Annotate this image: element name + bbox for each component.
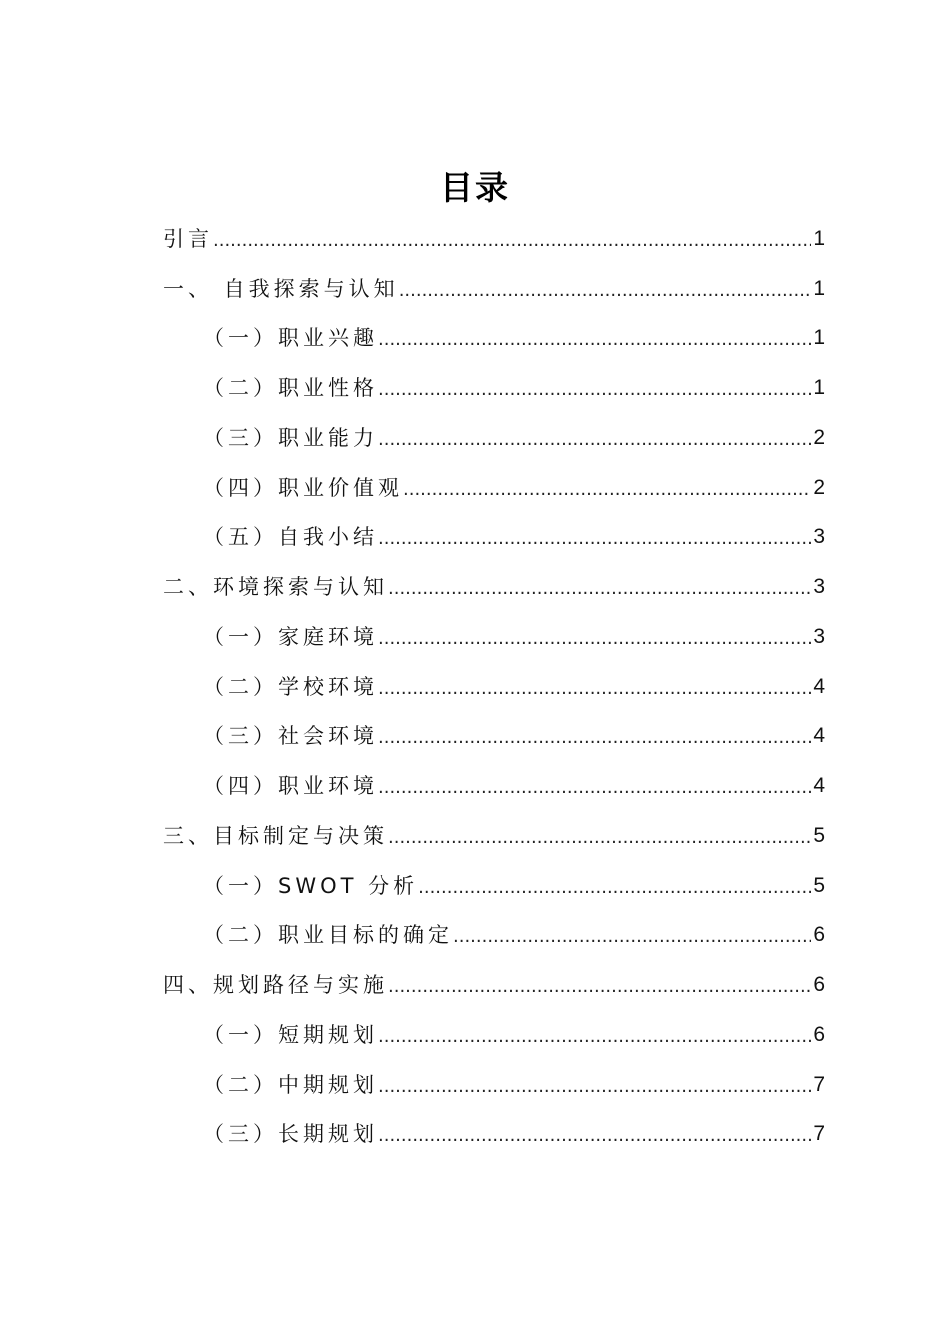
toc-entry-label: （三）职业能力 (203, 425, 378, 450)
toc-entry[interactable] (163, 264, 825, 314)
toc-page-number: 1 (813, 326, 825, 350)
toc-dot-leader (213, 227, 811, 255)
toc-entry-label: （一）SWOT 分析 (203, 873, 419, 898)
toc-entry-label: （五）自我小结 (203, 525, 378, 550)
toc-dot-leader (418, 874, 811, 902)
toc-page-number: 6 (813, 973, 825, 997)
toc-dot-leader (403, 476, 811, 504)
toc-dot-leader (378, 774, 811, 802)
toc-dot-leader (388, 973, 811, 1001)
toc-dot-leader (378, 625, 811, 653)
toc-page-number: 4 (813, 674, 825, 698)
toc-entry-label: （一）短期规划 (203, 1022, 378, 1047)
toc-entry-label: 二、环境探索与认知 (163, 575, 388, 600)
toc-entry[interactable] (163, 1060, 825, 1110)
toc-entry[interactable] (163, 712, 825, 762)
toc-page-number: 6 (813, 1022, 825, 1046)
toc-entry[interactable] (163, 960, 825, 1010)
toc-page-number: 2 (813, 475, 825, 499)
toc-entry-label: （三）社会环境 (203, 724, 378, 749)
toc-entry[interactable] (163, 513, 825, 563)
toc-dot-leader (378, 376, 811, 404)
toc-dot-leader (399, 277, 811, 305)
toc-entry-label: （二）职业目标的确定 (203, 923, 453, 948)
toc-entry-label: （二）职业性格 (203, 376, 378, 401)
toc-entry[interactable] (163, 662, 825, 712)
toc-page-number: 1 (813, 226, 825, 250)
toc-entry-label: （二）学校环境 (203, 674, 378, 699)
toc-entry[interactable] (163, 562, 825, 612)
toc-page-number: 3 (813, 525, 825, 549)
toc-dot-leader (378, 724, 811, 752)
toc-dot-leader (378, 1122, 811, 1150)
toc-entry-label: （二）中期规划 (203, 1072, 378, 1097)
toc-dot-leader (378, 675, 811, 703)
toc-page-number: 6 (813, 923, 825, 947)
toc-page-number: 3 (813, 624, 825, 648)
toc-entry-label: 一、 自我探索与认知 (163, 276, 399, 301)
toc-dot-leader (378, 326, 811, 354)
toc-page-number: 4 (813, 774, 825, 798)
toc-entry[interactable] (163, 314, 825, 364)
toc-list (163, 214, 825, 1159)
toc-entry-label: （一）家庭环境 (203, 624, 378, 649)
toc-dot-leader (378, 1023, 811, 1051)
toc-entry[interactable] (163, 1110, 825, 1160)
toc-entry[interactable] (163, 463, 825, 513)
toc-dot-leader (378, 1073, 811, 1101)
toc-entry[interactable] (163, 811, 825, 861)
toc-dot-leader (378, 525, 811, 553)
toc-entry-label: （三）长期规划 (203, 1122, 378, 1147)
toc-page-number: 5 (813, 823, 825, 847)
toc-entry-label: （四）职业环境 (203, 774, 378, 799)
toc-dot-leader (453, 923, 811, 951)
toc-page-number: 7 (813, 1122, 825, 1146)
toc-dot-leader (388, 575, 811, 603)
toc-page-number: 3 (813, 575, 825, 599)
toc-entry[interactable] (163, 214, 825, 264)
toc-page-number: 2 (813, 425, 825, 449)
toc-entry[interactable] (163, 612, 825, 662)
toc-entry-label: （四）职业价值观 (203, 475, 403, 500)
toc-entry[interactable] (163, 861, 825, 911)
toc-title: 目录 (440, 168, 510, 207)
toc-entry[interactable] (163, 1010, 825, 1060)
toc-entry-label: 四、规划路径与实施 (163, 973, 388, 998)
toc-page-number: 5 (813, 873, 825, 897)
toc-page-number: 7 (813, 1072, 825, 1096)
toc-entry-label: 三、目标制定与决策 (163, 823, 388, 848)
toc-entry[interactable] (163, 363, 825, 413)
toc-page-number: 4 (813, 724, 825, 748)
toc-page-number: 1 (813, 376, 825, 400)
toc-dot-leader (378, 426, 811, 454)
toc-page-number: 1 (813, 276, 825, 300)
toc-entry[interactable] (163, 761, 825, 811)
toc-entry-label: 引言 (163, 226, 213, 251)
toc-entry[interactable] (163, 911, 825, 961)
toc-entry-label: （一）职业兴趣 (203, 326, 378, 351)
toc-entry[interactable] (163, 413, 825, 463)
toc-dot-leader (388, 824, 811, 852)
